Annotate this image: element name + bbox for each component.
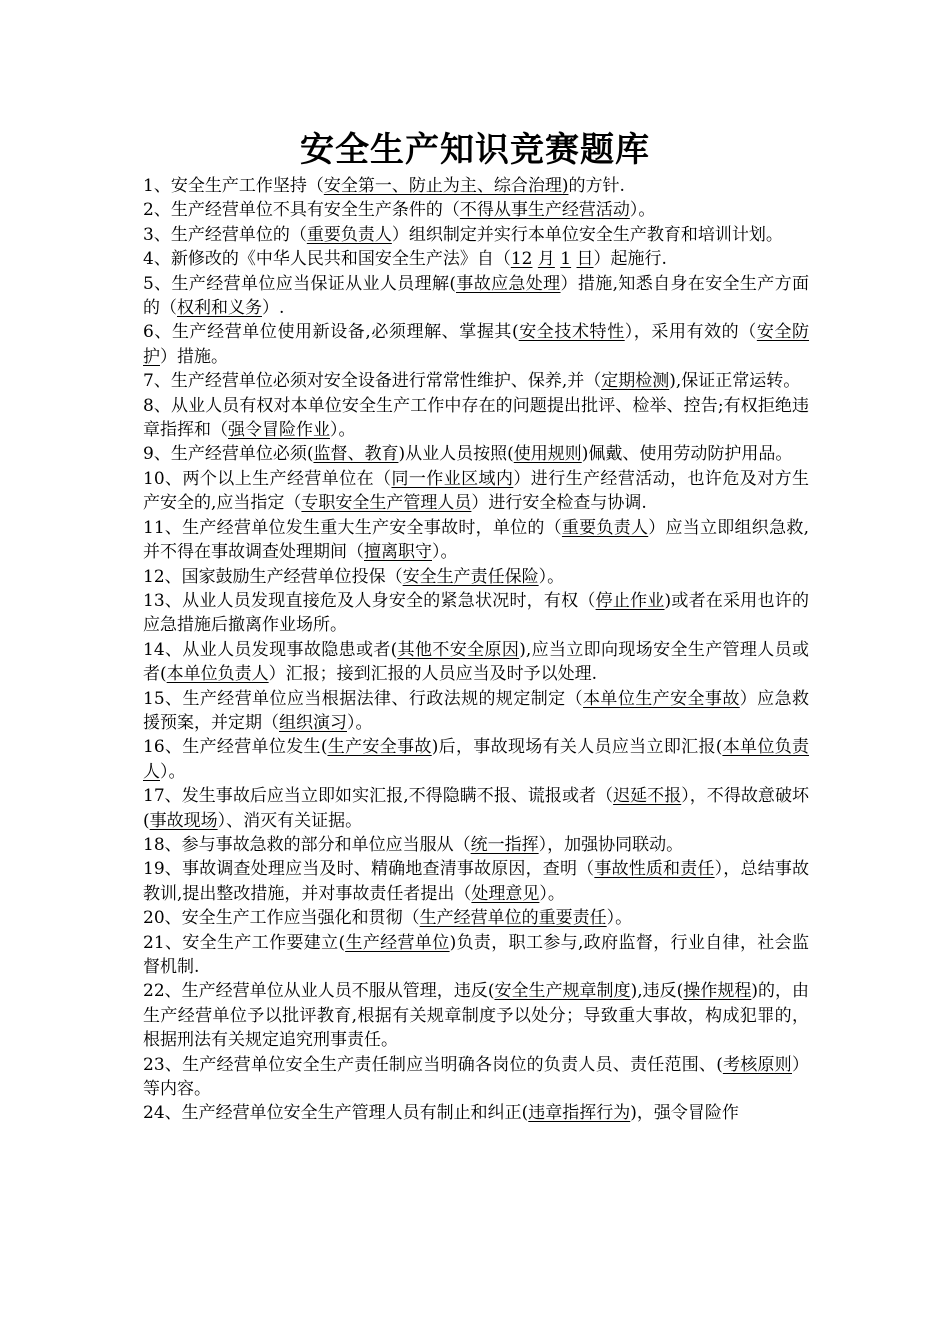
question-item [143, 565, 809, 589]
answer-underlined: 事故性质和责任 [594, 859, 715, 880]
question-list [143, 174, 809, 1126]
question-text: ),违反( [630, 981, 684, 1002]
question-text: ）。 [538, 566, 565, 587]
question-text: ）进行安全检查与协调. [471, 493, 647, 514]
question-text: 22、生产经营单位从业人员不服从管理，违反( [143, 981, 495, 1002]
answer-underlined: 迟延不报 [613, 786, 682, 807]
question-text: 3、生产经营单位的（ [143, 224, 307, 245]
answer-underlined: 同一作业区域内 [391, 468, 514, 489]
question-text: ）等内容。 [143, 1054, 810, 1100]
question-text: 1、安全生产工作坚持（ [143, 176, 324, 196]
question-text: )负责，职工参与,政府监督，行业自律，社会监督机制. [143, 932, 809, 977]
question-text: 5、生产经营单位应当保证从业人员理解( [143, 273, 456, 294]
question-text: ），总结事故教训,提出整改措施，并对事故责任者提出（ [143, 859, 809, 904]
question-item [143, 1053, 809, 1102]
question-text: ）组织制定并实行本单位安全生产教育和培训计划。 [391, 224, 783, 245]
question-text: 17、发生事故后应当立即如实汇报,不得隐瞒不报、谎报或者（ [143, 786, 614, 807]
question-text: ）。 [160, 761, 186, 782]
answer-underlined: 本单位负责人 [166, 664, 269, 685]
answer-underlined: 重要负责人 [306, 224, 392, 245]
question-item [143, 979, 809, 1052]
question-text: ）起施行. [593, 249, 667, 270]
answer-underlined: 擅离职守 [364, 542, 432, 563]
question-text: ），加强协同联动。 [538, 834, 684, 855]
question-item [143, 394, 809, 443]
question-text: ），采用有效的（ [624, 322, 757, 343]
answer-underlined: 生产经营单位的重要责任 [419, 908, 607, 929]
question-item [143, 735, 809, 784]
question-item [143, 272, 809, 321]
answer-underlined: 安全防护 [143, 322, 810, 367]
answer-underlined: 强令冒险作业 [228, 420, 330, 441]
question-text: )或者在采用也许的应急措施后撤离作业场所。 [143, 590, 809, 636]
question-item [143, 1101, 809, 1125]
answer-underlined: 操作规程 [683, 981, 752, 1002]
answer-underlined: 处理意见 [471, 883, 540, 904]
answer-underlined: 12 [510, 249, 533, 270]
answer-underlined: 生产安全事故 [327, 737, 432, 758]
question-text: ）措施,知悉自身在安全生产方面的（ [143, 273, 810, 319]
page-title: 安全生产知识竞赛题库 [300, 130, 650, 170]
question-text: ）进行生产经营活动，也许危及对方生产安全的,应当指定（ [143, 468, 810, 514]
question-text: ）应急救援预案，并定期（ [143, 688, 810, 733]
question-text: ),应当立即向现场安全生产管理人员或者( [143, 639, 810, 685]
question-text: 2、生产经营单位不具有安全生产条件的（ [143, 200, 460, 221]
question-text: ）。 [629, 200, 656, 221]
answer-underlined: 月 [537, 249, 555, 270]
answer-underlined: 权利和义务 [177, 298, 262, 319]
answer-underlined: 安全生产责任保险 [402, 566, 539, 587]
answer-underlined: 生产经营单位 [345, 932, 450, 953]
answer-underlined: 日 [576, 249, 594, 270]
question-text: )后，事故现场有关人员应当立即汇报( [431, 737, 723, 758]
question-text: ）措施。 [160, 346, 228, 367]
question-text: ）。 [347, 712, 373, 733]
question-item [143, 369, 809, 393]
question-text: 24、生产经营单位安全生产管理人员有制止和纠正( [143, 1103, 529, 1124]
question-text: )佩戴、使用劳动防护用品。 [581, 444, 793, 465]
question-item [143, 174, 809, 198]
answer-underlined: 其他不安全原因 [397, 639, 520, 660]
question-text: )的，由生产经营单位予以批评教育,根据有关规章制度予以处分；导致重大事故，构成犯罪的，根据刑法有关规定追究刑事责任。 [143, 981, 810, 1051]
answer-underlined: 停止作业 [595, 590, 665, 611]
question-text: )从业人员按照( [398, 444, 514, 465]
question-item [143, 223, 809, 247]
question-item [143, 857, 809, 906]
answer-underlined: 监督、教育 [313, 444, 399, 465]
answer-underlined: 重要负责人 [561, 517, 649, 538]
question-item [143, 198, 809, 222]
question-text: 13、从业人员发现直接危及人身安全的紧急状况时，有权（ [143, 590, 596, 611]
question-text: 4、新修改的《中华人民共和国安全生产法》自（ [143, 249, 511, 270]
question-item [143, 687, 809, 736]
answer-underlined: 考核原则 [722, 1054, 793, 1075]
question-text: ），不得故意破坏( [143, 786, 809, 831]
question-text: )，强令冒险作 [630, 1103, 739, 1124]
question-text: ）。 [330, 420, 356, 441]
question-text: 6、生产经营单位使用新设备,必须理解、掌握其( [143, 322, 519, 343]
question-text: ）。 [606, 908, 633, 929]
question-text: 16、生产经营单位发生( [143, 737, 328, 758]
question-item [143, 467, 809, 516]
question-item [143, 931, 809, 980]
question-text: 19、事故调查处理应当及时、精确地查清事故原因，查明（ [143, 859, 595, 880]
question-text: 10、两个以上生产经营单位在（ [143, 468, 392, 489]
answer-underlined: 统一指挥 [470, 834, 539, 855]
question-text: ）. [262, 298, 285, 319]
answer-underlined: 使用规则 [513, 444, 582, 465]
answer-underlined: 事故现场 [149, 810, 218, 831]
question-text: 21、安全生产工作要建立( [143, 932, 346, 953]
answer-underlined: 本单位负责人 [143, 737, 810, 782]
question-text: ),保证正常运转。 [669, 371, 801, 392]
question-item [143, 833, 809, 857]
answer-underlined: 专职安全生产管理人员 [301, 493, 472, 514]
question-text: 18、参与事故急救的部分和单位应当服从（ [143, 834, 471, 855]
question-text: ）。 [432, 542, 458, 563]
answer-underlined: 安全第一、防止为主、综合治理) [323, 176, 569, 196]
question-text: ）汇报；接到汇报的人员应当及时予以处理. [268, 664, 598, 685]
question-item [143, 589, 809, 638]
question-item [143, 638, 809, 687]
question-text: ）、消灭有关证据。 [217, 810, 363, 831]
question-text: 15、生产经营单位应当根据法律、行政法规的规定制定（ [143, 688, 584, 709]
question-text: 7、生产经营单位必须对安全设备进行常常性维护、保养,并（ [143, 371, 602, 392]
question-text: 23、生产经营单位安全生产责任制应当明确各岗位的负责人员、责任范围、( [143, 1054, 723, 1075]
question-text: ）应当立即组织急救,并不得在事故调查处理期间（ [143, 517, 809, 563]
question-item [143, 784, 809, 833]
answer-underlined: 定期检测 [601, 371, 670, 392]
question-item [143, 442, 809, 466]
question-item [143, 906, 809, 930]
answer-underlined: 1 [560, 249, 572, 270]
question-text: 11、生产经营单位发生重大生产安全事故时，单位的（ [143, 517, 562, 538]
answer-underlined: 违章指挥行为 [528, 1103, 631, 1124]
question-item [143, 516, 809, 565]
question-text: 14、从业人员发现事故隐患或者( [143, 639, 398, 660]
question-text: 8、从业人员有权对本单位安全生产工作中存在的问题提出批评、检举、控告;有权拒绝违章指挥和（ [143, 395, 809, 441]
answer-underlined: 事故应急处理 [455, 273, 561, 294]
question-text: 9、生产经营单位必须( [143, 444, 314, 465]
answer-underlined: 本单位生产安全事故 [583, 688, 740, 709]
question-item [143, 247, 809, 271]
question-item [143, 320, 809, 369]
answer-underlined: 安全生产规章制度 [494, 981, 631, 1002]
answer-underlined: 安全技术特性 [518, 322, 625, 343]
answer-underlined: 不得从事生产经营活动 [459, 200, 630, 221]
question-text: 12、国家鼓励生产经营单位投保（ [143, 566, 403, 587]
answer-underlined: 组织演习 [279, 712, 347, 733]
question-text: 的方针. [568, 176, 625, 196]
question-text: 20、安全生产工作应当强化和贯彻（ [143, 908, 420, 929]
question-text: ）。 [539, 883, 565, 904]
